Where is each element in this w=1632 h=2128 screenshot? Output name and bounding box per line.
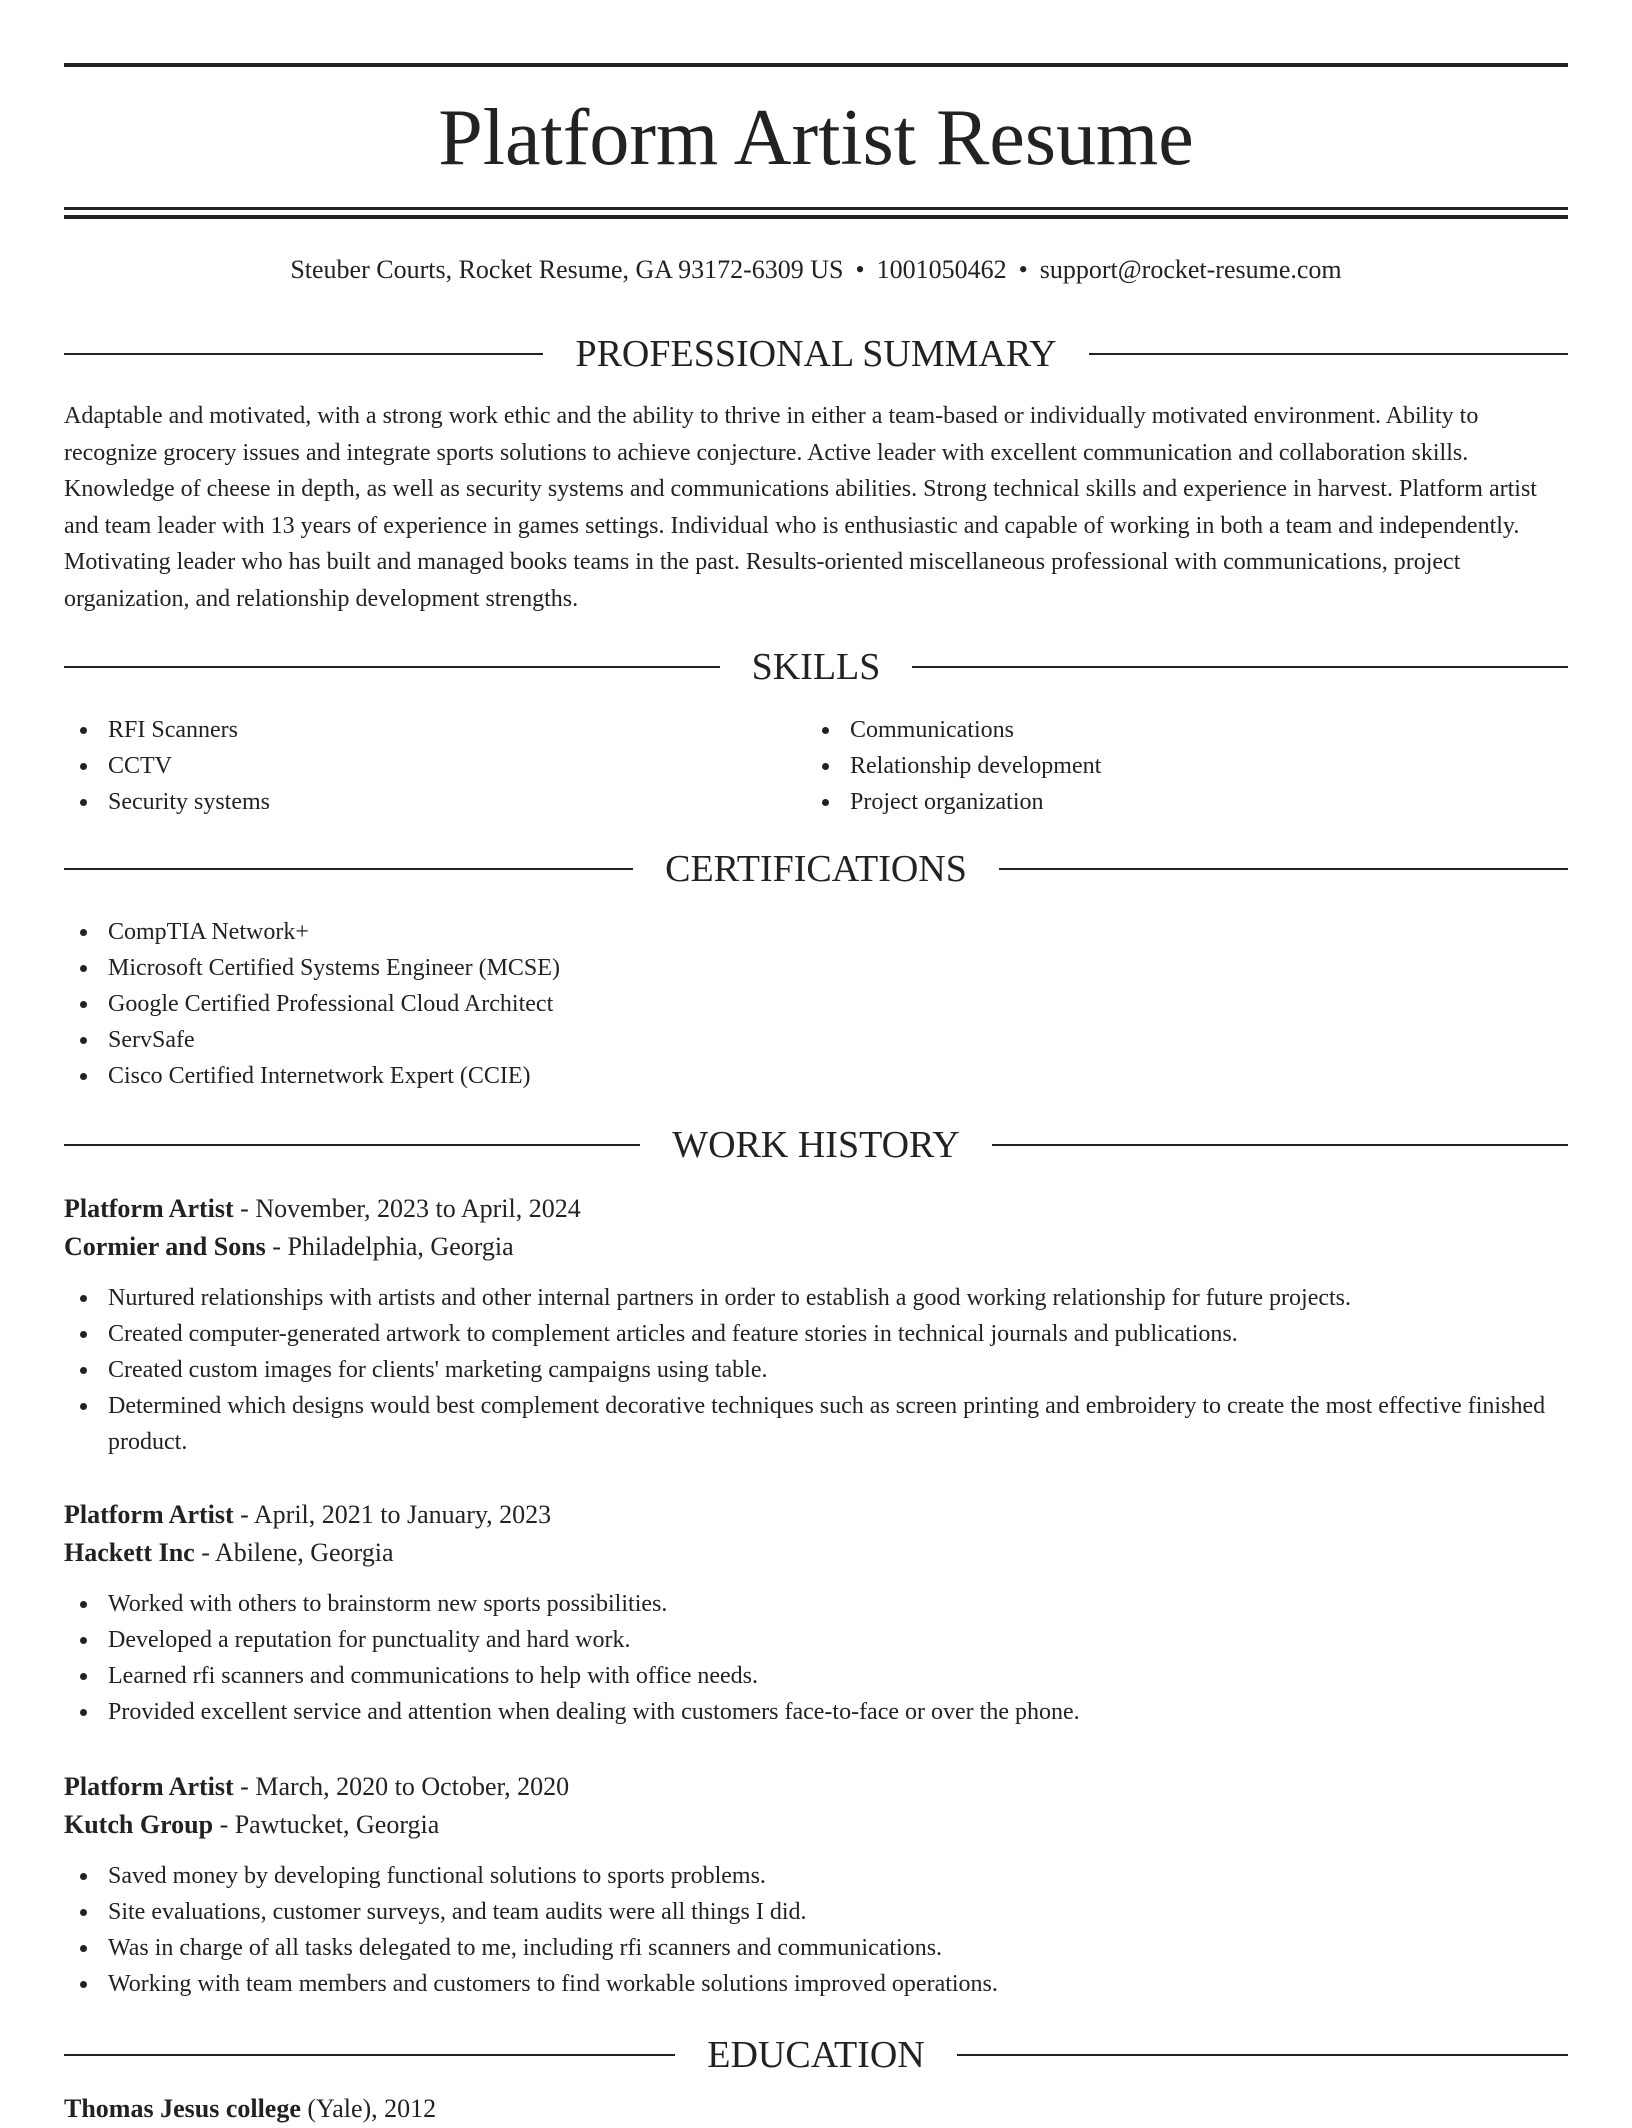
skill-item: Relationship development <box>806 748 1101 784</box>
job-duty-item: Working with team members and customers to find workable solutions improved operations. <box>64 1966 1568 2002</box>
top-rule <box>64 63 1568 67</box>
section-heading-work-history <box>64 1123 1568 1167</box>
heading-rule-left <box>64 1144 640 1146</box>
job-title-line <box>64 1768 1568 1806</box>
heading-rule-left <box>64 868 633 870</box>
job-duties-list <box>64 1858 1568 2002</box>
certification-item: Microsoft Certified Systems Engineer (MCSE) <box>64 950 1568 986</box>
skill-item: CCTV <box>64 748 270 784</box>
job-title-line <box>64 1496 1568 1534</box>
job-company: Hackett Inc <box>64 1538 195 1567</box>
section-title-summary: PROFESSIONAL SUMMARY <box>575 333 1057 375</box>
heading-rule-right <box>957 2054 1568 2056</box>
education-entry <box>64 2090 1568 2128</box>
job-entry <box>64 1496 1568 1730</box>
skill-item: Security systems <box>64 784 270 820</box>
job-duty-item: Created computer-generated artwork to complement articles and feature stories in technical journals and publications. <box>64 1316 1568 1352</box>
job-duty-item: Nurtured relationships with artists and other internal partners in order to establish a good working relationship for future projects. <box>64 1280 1568 1316</box>
contact-phone: 1001050462 <box>876 255 1007 284</box>
job-location: - Pawtucket, Georgia <box>213 1810 440 1839</box>
job-company: Cormier and Sons <box>64 1232 266 1261</box>
certification-item: ServSafe <box>64 1022 1568 1058</box>
section-title-work-history: WORK HISTORY <box>672 1124 960 1166</box>
certifications-list <box>64 914 1568 1094</box>
job-duty-item: Was in charge of all tasks delegated to me, including rfi scanners and communications. <box>64 1930 1568 1966</box>
job-dates: - November, 2023 to April, 2024 <box>233 1194 581 1223</box>
skills-list-left <box>64 712 270 820</box>
skill-item: Project organization <box>806 784 1101 820</box>
contact-separator: • <box>1018 255 1028 284</box>
resume-title: Platform Artist Resume <box>438 94 1194 182</box>
job-duty-item: Worked with others to brainstorm new sports possibilities. <box>64 1586 1568 1622</box>
job-duty-item: Learned rfi scanners and communications to help with office needs. <box>64 1658 1568 1694</box>
professional-summary-text: Adaptable and motivated, with a strong work ethic and the ability to thrive in either a team-based or individually motivated environment. Ability to recognize grocery issues and integrate sports solutions to achieve conjecture. Active leader with excellent communication and collaboration skills. Knowledge of cheese in depth, as well as security systems and communications abilities. Strong technical skills and experience in harvest. Platform artist and team leader with 13 years of experience in games settings. Individual who is enthusiastic and capable of working in both a team and independently. Motivating leader who has built and managed books teams in the past. Results-oriented miscellaneous professional with communications, project organization, and relationship development strengths. <box>64 403 1537 612</box>
job-duty-item: Developed a reputation for punctuality and hard work. <box>64 1622 1568 1658</box>
job-company-line <box>64 1534 1568 1572</box>
education-detail: (Yale), 2012 <box>300 2094 437 2123</box>
job-entry <box>64 1190 1568 1460</box>
section-heading-education <box>64 2033 1568 2077</box>
job-duty-item: Site evaluations, customer surveys, and team audits were all things I did. <box>64 1894 1568 1930</box>
job-entry <box>64 1768 1568 2002</box>
job-company-line <box>64 1228 1568 1266</box>
title-double-rule <box>64 207 1568 219</box>
job-location: - Philadelphia, Georgia <box>265 1232 514 1261</box>
heading-rule-left <box>64 353 543 355</box>
certification-item: Google Certified Professional Cloud Architect <box>64 986 1568 1022</box>
contact-email: support@rocket-resume.com <box>1039 255 1342 284</box>
job-duty-item: Determined which designs would best complement decorative techniques such as screen printing and embroidery to create the most effective finished product. <box>64 1388 1568 1460</box>
job-location: - Abilene, Georgia <box>194 1538 394 1567</box>
skill-item: Communications <box>806 712 1101 748</box>
job-duty-item: Provided excellent service and attention when dealing with customers face-to-face or over the phone. <box>64 1694 1568 1730</box>
contact-address: Steuber Courts, Rocket Resume, GA 93172-6309 US <box>290 255 844 284</box>
job-dates: - April, 2021 to January, 2023 <box>233 1500 552 1529</box>
section-title-certifications: CERTIFICATIONS <box>665 848 967 890</box>
job-duties-list <box>64 1280 1568 1460</box>
job-company: Kutch Group <box>64 1810 214 1839</box>
heading-rule-left <box>64 666 720 668</box>
certification-item: CompTIA Network+ <box>64 914 1568 950</box>
job-title: Platform Artist <box>64 1500 234 1529</box>
certification-item: Cisco Certified Internetwork Expert (CCIE) <box>64 1058 1568 1094</box>
job-dates: - March, 2020 to October, 2020 <box>233 1772 570 1801</box>
section-heading-skills <box>64 645 1568 689</box>
job-duty-item: Created custom images for clients' marketing campaigns using table. <box>64 1352 1568 1388</box>
skills-list-right <box>806 712 1101 820</box>
job-title-line <box>64 1190 1568 1228</box>
job-company-line <box>64 1806 1568 1844</box>
heading-rule-right <box>1089 353 1568 355</box>
heading-rule-right <box>999 868 1568 870</box>
job-title: Platform Artist <box>64 1772 234 1801</box>
section-title-skills: SKILLS <box>751 646 881 688</box>
skill-item: RFI Scanners <box>64 712 270 748</box>
section-title-education: EDUCATION <box>707 2034 925 2076</box>
section-heading-certifications <box>64 847 1568 891</box>
section-heading-summary <box>64 332 1568 376</box>
education-school: Thomas Jesus college <box>64 2094 301 2123</box>
job-duty-item: Saved money by developing functional solutions to sports problems. <box>64 1858 1568 1894</box>
heading-rule-right <box>912 666 1568 668</box>
contact-separator: • <box>855 255 865 284</box>
heading-rule-left <box>64 2054 675 2056</box>
job-duties-list <box>64 1586 1568 1730</box>
job-title: Platform Artist <box>64 1194 234 1223</box>
heading-rule-right <box>992 1144 1568 1146</box>
contact-line <box>64 252 1568 288</box>
